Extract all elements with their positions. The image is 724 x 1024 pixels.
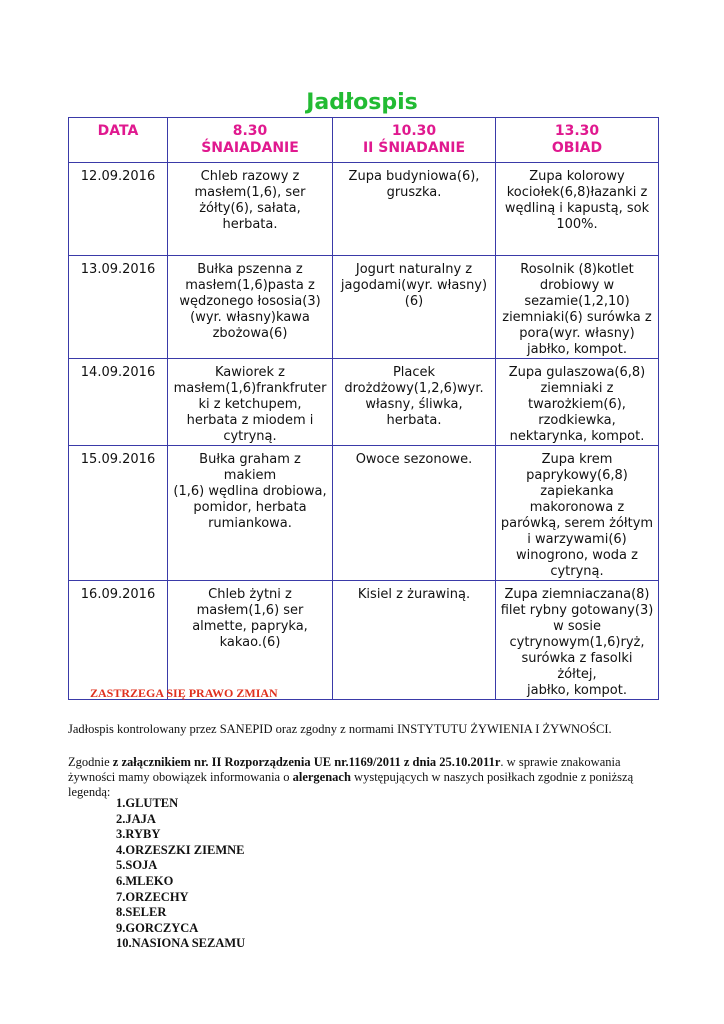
allergen-item: 6.MLEKO <box>116 873 174 888</box>
header-lunch-label: OBIAD <box>551 140 603 156</box>
lunch-cell: Zupa kolorowy kociołek(6,8)łazanki z wędliną i kapustą, sok 100%. <box>496 163 659 256</box>
header-lunch-time: 13.30 <box>554 123 600 139</box>
allergen-item: 8.SELER <box>116 905 167 920</box>
table-row <box>69 581 659 700</box>
allergen-info-regulation: z załącznikiem nr. II Rozporządzenia UE nr.1169/2011 z dnia 25.10.2011r <box>112 755 501 769</box>
header-second-breakfast-label: II ŚNIADANIE <box>362 140 466 156</box>
allergen-info-text-1: Zgodnie <box>68 755 113 769</box>
header-date <box>69 118 168 163</box>
header-date-label: DATA <box>97 123 139 139</box>
lunch-cell: Zupa krem paprykowy(6,8) zapiekanka makoronowa z parówką, serem żółtym i warzywami(6) winogrono, woda z cytryną. <box>496 446 659 581</box>
allergen-info-paragraph <box>68 755 668 800</box>
table-row <box>69 359 659 446</box>
second-breakfast-cell: Kisiel z żurawiną. <box>333 581 496 700</box>
date-cell: 12.09.2016 <box>69 163 168 256</box>
header-breakfast-time: 8.30 <box>232 123 268 139</box>
allergen-item: 10.NASIONA SEZAMU <box>116 936 246 951</box>
second-breakfast-cell: Zupa budyniowa(6), gruszka. <box>333 163 496 256</box>
second-breakfast-cell: Owoce sezonowe. <box>333 446 496 581</box>
date-cell: 13.09.2016 <box>69 256 168 359</box>
allergen-item: 2.JAJA <box>116 811 156 826</box>
allergen-item: 9.GORCZYCA <box>116 920 199 935</box>
table-row <box>69 256 659 359</box>
header-breakfast-label: ŚNAIADANIE <box>201 140 299 156</box>
allergen-item: 4.ORZESZKI ZIEMNE <box>116 842 245 857</box>
table-row <box>69 163 659 256</box>
allergen-item: 5.SOJA <box>116 858 158 873</box>
header-breakfast <box>168 118 333 163</box>
second-breakfast-cell: Jogurt naturalny z jagodami(wyr. własny) (6) <box>333 256 496 359</box>
allergen-item: 3.RYBY <box>116 827 161 842</box>
breakfast-cell: Bułka pszenna z masłem(1,6)pasta z wędzonego łososia(3) (wyr. własny)kawa zbożowa(6) <box>168 256 333 359</box>
header-lunch <box>496 118 659 163</box>
allergen-info-text-2: . w sprawie znakowania żywności mamy obowiązek informowania o <box>68 755 621 784</box>
change-notice: ZASTRZEGA SIĘ PRAWO ZMIAN <box>90 686 278 700</box>
allergen-list <box>116 796 245 952</box>
page-title: Jadłospis <box>306 90 418 115</box>
menu-table <box>68 117 659 700</box>
date-cell: 14.09.2016 <box>69 359 168 446</box>
lunch-cell: Zupa ziemniaczana(8) filet rybny gotowany(3) w sosie cytrynowym(1,6)ryż, surówka z fasolki żółtej, jabłko, kompot. <box>496 581 659 700</box>
table-row <box>69 446 659 581</box>
allergen-info-text-3: występujących w naszych posiłkach zgodnie z poniższą legendą: <box>68 770 634 799</box>
allergen-info-keyword: alergenach <box>292 770 351 784</box>
breakfast-cell: Chleb razowy z masłem(1,6), ser żółty(6), sałata, herbata. <box>168 163 333 256</box>
allergen-item: 7.ORZECHY <box>116 889 189 904</box>
header-second-breakfast-time: 10.30 <box>391 123 437 139</box>
date-cell: 15.09.2016 <box>69 446 168 581</box>
lunch-cell: Rosolnik (8)kotlet drobiowy w sezamie(1,2,10) ziemniaki(6) surówka z pora(wyr. własny) jabłko, kompot. <box>496 256 659 359</box>
breakfast-cell: Kawiorek z masłem(1,6)frankfruter ki z ketchupem, herbata z miodem i cytryną. <box>168 359 333 446</box>
allergen-item: 1.GLUTEN <box>116 796 179 810</box>
table-header-row <box>69 118 659 163</box>
lunch-cell: Zupa gulaszowa(6,8) ziemniaki z twarożkiem(6), rzodkiewka, nektarynka, kompot. <box>496 359 659 446</box>
second-breakfast-cell: Placek drożdżowy(1,2,6)wyr. własny, śliwka, herbata. <box>333 359 496 446</box>
breakfast-cell: Bułka graham z makiem (1,6) wędlina drobiowa, pomidor, herbata rumiankowa. <box>168 446 333 581</box>
header-second-breakfast <box>333 118 496 163</box>
date-cell: 16.09.2016 <box>69 581 168 700</box>
sanepid-paragraph: Jadłospis kontrolowany przez SANEPID oraz zgodny z normami INSTYTUTU ŻYWIENIA I ŻYWNOŚCI. <box>68 722 612 736</box>
breakfast-cell: Chleb żytni z masłem(1,6) ser almette, papryka, kakao.(6) <box>168 581 333 700</box>
